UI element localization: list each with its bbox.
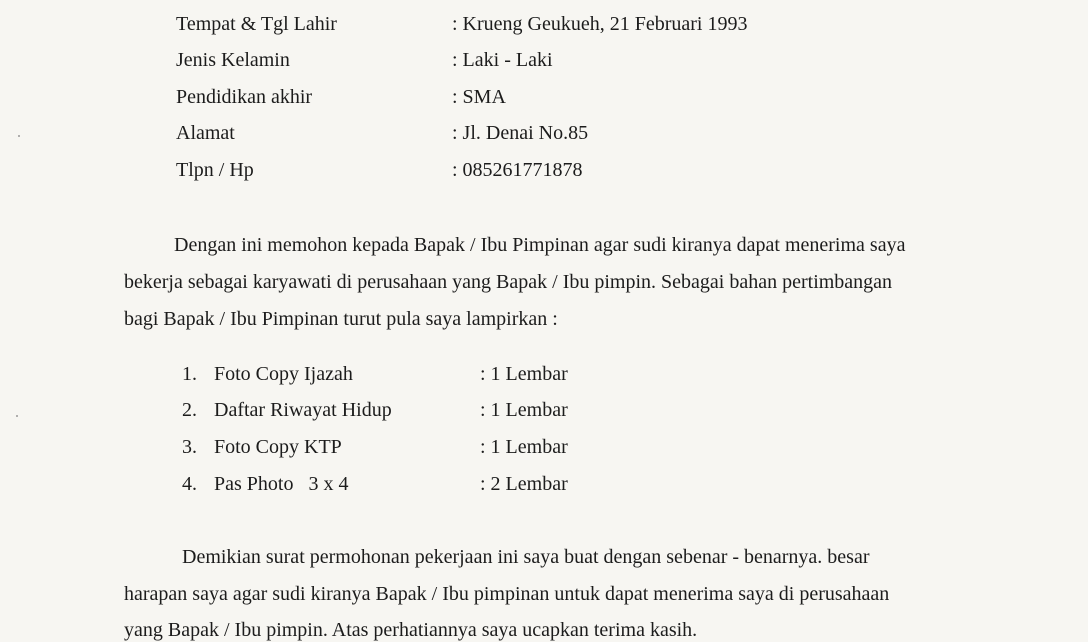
identity-label: Jenis Kelamin xyxy=(176,49,290,71)
attachment-item: Daftar Riwayat Hidup xyxy=(214,399,392,421)
scan-speck xyxy=(16,415,18,417)
attachment-item: Pas Photo 3 x 4 xyxy=(214,473,349,495)
identity-label: Alamat xyxy=(176,122,235,144)
identity-value: : Laki - Laki xyxy=(452,49,553,71)
attachment-qty: : 1 Lembar xyxy=(480,436,568,458)
paragraph-line: bagi Bapak / Ibu Pimpinan turut pula saya lampirkan : xyxy=(124,308,558,330)
identity-label: Pendidikan akhir xyxy=(176,86,313,108)
identity-value: : 085261771878 xyxy=(452,159,583,181)
paragraph-line: Dengan ini memohon kepada Bapak / Ibu Pimpinan agar sudi kiranya dapat menerima saya xyxy=(174,234,906,256)
attachment-item: Foto Copy Ijazah xyxy=(214,363,353,385)
scan-speck xyxy=(18,135,20,137)
attachment-number: 3. xyxy=(182,436,197,458)
paragraph-line: bekerja sebagai karyawati di perusahaan yang Bapak / Ibu pimpin. Sebagai bahan pertimbangan xyxy=(124,271,893,293)
identity-value: : SMA xyxy=(452,86,506,108)
paragraph-line: harapan saya agar sudi kiranya Bapak / Ibu pimpinan untuk dapat menerima saya di perusahaan xyxy=(124,583,890,605)
paragraph-line: Demikian surat permohonan pekerjaan ini saya buat dengan sebenar - benarnya. besar xyxy=(182,546,870,568)
paragraph-line: yang Bapak / Ibu pimpin. Atas perhatiannya saya ucapkan terima kasih. xyxy=(124,619,698,641)
identity-value: : Jl. Denai No.85 xyxy=(452,122,589,144)
attachment-item: Foto Copy KTP xyxy=(214,436,342,458)
attachment-number: 4. xyxy=(182,473,197,495)
attachment-qty: : 1 Lembar xyxy=(480,363,568,385)
attachment-number: 2. xyxy=(182,399,197,421)
attachment-qty: : 1 Lembar xyxy=(480,399,568,421)
identity-label: Tlpn / Hp xyxy=(176,159,254,181)
attachment-number: 1. xyxy=(182,363,197,385)
attachment-qty: : 2 Lembar xyxy=(480,473,568,495)
identity-value: : Krueng Geukueh, 21 Februari 1993 xyxy=(452,13,748,35)
identity-label: Tempat & Tgl Lahir xyxy=(176,13,337,35)
